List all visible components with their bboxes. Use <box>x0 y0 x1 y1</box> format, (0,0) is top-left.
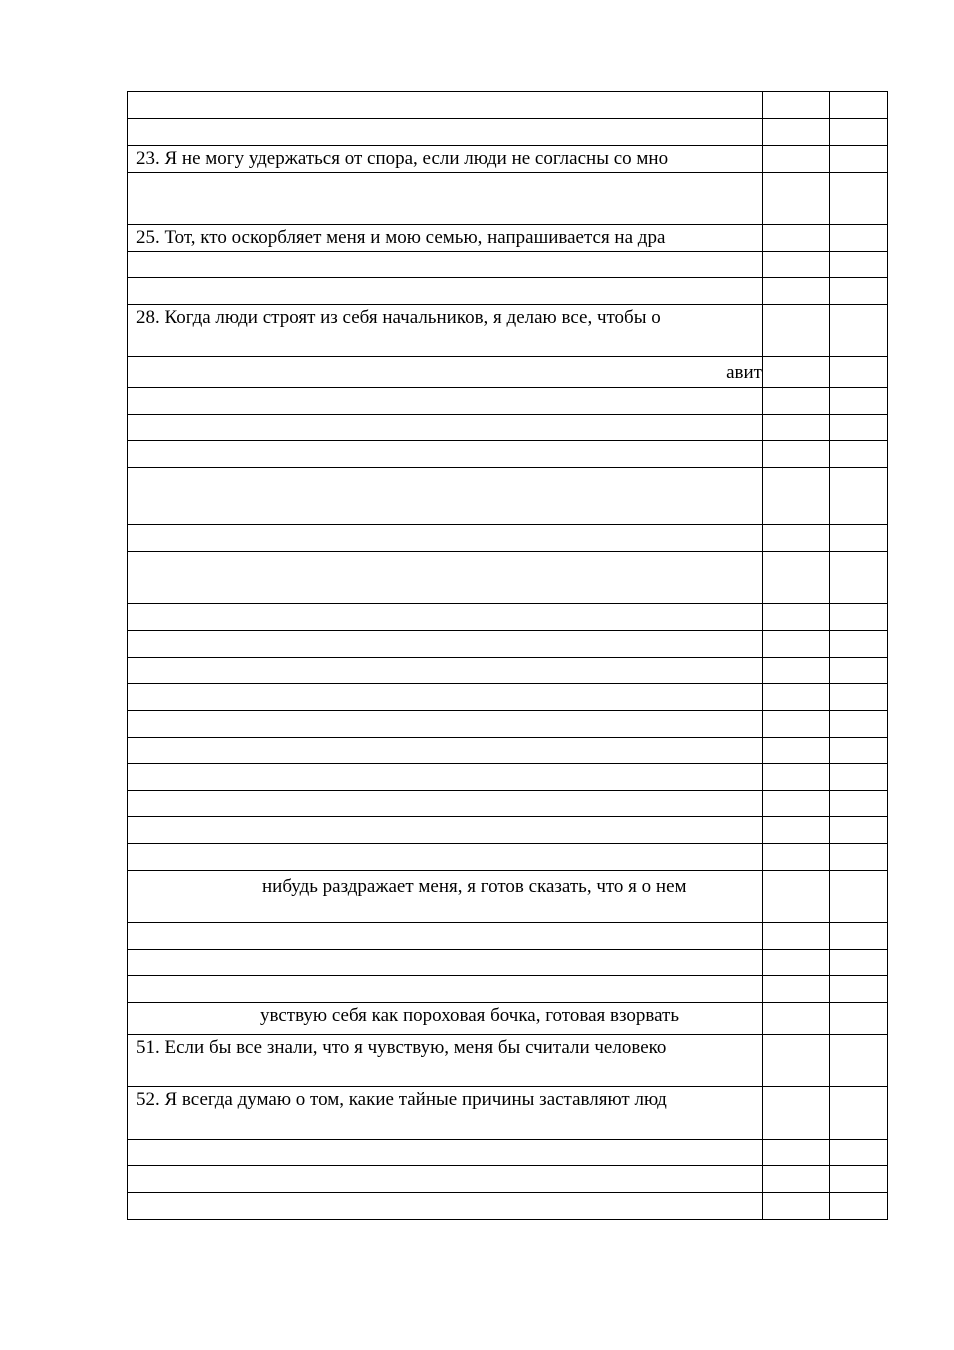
table-row <box>128 817 888 844</box>
answer-cell-no[interactable] <box>830 817 888 843</box>
answer-cell-yes[interactable] <box>763 658 830 683</box>
statement-cell <box>128 684 763 710</box>
answer-cell-yes[interactable] <box>763 525 830 551</box>
answer-cell-no[interactable] <box>830 658 888 683</box>
answer-cell-yes[interactable] <box>763 871 830 922</box>
table-row <box>128 976 888 1003</box>
answer-cell-no[interactable] <box>830 468 888 524</box>
statement-cell <box>128 1140 763 1165</box>
statement-cell <box>128 441 763 467</box>
answer-cell-yes[interactable] <box>763 173 830 224</box>
statement-cell <box>128 388 763 414</box>
statement-cell <box>128 738 763 763</box>
answer-cell-yes[interactable] <box>763 468 830 524</box>
table-row <box>128 278 888 305</box>
statement-cell <box>128 1035 763 1086</box>
answer-cell-no[interactable] <box>830 1003 888 1034</box>
answer-cell-no[interactable] <box>830 278 888 304</box>
statement-cell <box>128 1193 763 1219</box>
answer-cell-no[interactable] <box>830 357 888 387</box>
answer-cell-yes[interactable] <box>763 1166 830 1192</box>
answer-cell-no[interactable] <box>830 525 888 551</box>
table-row <box>128 1003 888 1035</box>
statement-cell <box>128 552 763 603</box>
table-row <box>128 764 888 791</box>
statement-cell <box>128 631 763 657</box>
answer-cell-yes[interactable] <box>763 388 830 414</box>
statement-cell <box>128 711 763 737</box>
table-row <box>128 92 888 119</box>
table-row <box>128 146 888 173</box>
statement-cell <box>128 817 763 843</box>
answer-cell-no[interactable] <box>830 92 888 118</box>
statement-cell <box>128 415 763 440</box>
table-row <box>128 711 888 738</box>
answer-cell-yes[interactable] <box>763 1035 830 1086</box>
answer-cell-yes[interactable] <box>763 552 830 603</box>
statement-cell <box>128 871 763 922</box>
table-row <box>128 468 888 525</box>
table-row <box>128 225 888 252</box>
answer-cell-yes[interactable] <box>763 1003 830 1034</box>
answer-cell-yes[interactable] <box>763 305 830 356</box>
answer-cell-yes[interactable] <box>763 604 830 630</box>
answer-cell-yes[interactable] <box>763 844 830 870</box>
answer-cell-no[interactable] <box>830 415 888 440</box>
statement-cell <box>128 119 763 145</box>
answer-cell-yes[interactable] <box>763 1193 830 1219</box>
answer-cell-yes[interactable] <box>763 278 830 304</box>
answer-cell-no[interactable] <box>830 738 888 763</box>
table-row <box>128 1087 888 1140</box>
statement-cell <box>128 278 763 304</box>
answer-cell-no[interactable] <box>830 305 888 356</box>
answer-cell-yes[interactable] <box>763 1140 830 1165</box>
answer-cell-yes[interactable] <box>763 817 830 843</box>
table-row <box>128 305 888 357</box>
table-row <box>128 1166 888 1193</box>
statement-text: 28. Когда люди строят из себя начальников, я делаю все, чтобы о <box>136 307 661 328</box>
statement-cell <box>128 658 763 683</box>
statement-cell <box>128 976 763 1002</box>
statement-cell <box>128 1166 763 1192</box>
statement-cell <box>128 92 763 118</box>
statement-text: 52. Я всегда думаю о том, какие тайные причины заставляют люд <box>136 1089 667 1110</box>
answer-cell-yes[interactable] <box>763 119 830 145</box>
table-row <box>128 173 888 225</box>
answer-cell-no[interactable] <box>830 1193 888 1219</box>
answer-cell-no[interactable] <box>830 225 888 251</box>
answer-cell-yes[interactable] <box>763 146 830 172</box>
answer-cell-yes[interactable] <box>763 738 830 763</box>
answer-cell-no[interactable] <box>830 146 888 172</box>
answer-cell-yes[interactable] <box>763 764 830 790</box>
table-row <box>128 631 888 658</box>
answer-cell-no[interactable] <box>830 711 888 737</box>
statement-cell <box>128 252 763 277</box>
statement-text: 51. Если бы все знали, что я чувствую, меня бы считали человеко <box>136 1037 667 1058</box>
answer-cell-no[interactable] <box>830 791 888 816</box>
table-row <box>128 441 888 468</box>
table-row <box>128 950 888 976</box>
table-row <box>128 871 888 923</box>
table-row <box>128 119 888 146</box>
answer-cell-yes[interactable] <box>763 923 830 949</box>
answer-cell-yes[interactable] <box>763 791 830 816</box>
answer-cell-no[interactable] <box>830 1140 888 1165</box>
answer-cell-yes[interactable] <box>763 711 830 737</box>
statement-cell <box>128 1003 763 1034</box>
table-row <box>128 1140 888 1166</box>
statement-cell <box>128 173 763 224</box>
answer-cell-no[interactable] <box>830 1035 888 1086</box>
answer-cell-no[interactable] <box>830 119 888 145</box>
statement-cell <box>128 305 763 356</box>
table-row <box>128 552 888 604</box>
statement-cell <box>128 950 763 975</box>
table-row <box>128 844 888 871</box>
answer-cell-yes[interactable] <box>763 357 830 387</box>
answer-cell-yes[interactable] <box>763 684 830 710</box>
statement-cell <box>128 525 763 551</box>
statement-cell <box>128 764 763 790</box>
answer-cell-no[interactable] <box>830 173 888 224</box>
table-row <box>128 525 888 552</box>
table-row <box>128 604 888 631</box>
statement-text: авит <box>726 362 762 383</box>
table-row <box>128 738 888 764</box>
answer-cell-yes[interactable] <box>763 1087 830 1139</box>
statement-cell <box>128 468 763 524</box>
answer-cell-no[interactable] <box>830 388 888 414</box>
table-row <box>128 658 888 684</box>
questionnaire-table <box>127 91 888 1220</box>
table-row <box>128 388 888 415</box>
statement-cell <box>128 1087 763 1139</box>
statement-cell <box>128 146 763 172</box>
statement-text: 23. Я не могу удержаться от спора, если люди не согласны со мно <box>136 148 669 169</box>
table-row <box>128 684 888 711</box>
answer-cell-yes[interactable] <box>763 252 830 277</box>
statement-cell <box>128 604 763 630</box>
answer-cell-no[interactable] <box>830 552 888 603</box>
answer-cell-no[interactable] <box>830 1166 888 1192</box>
answer-cell-no[interactable] <box>830 631 888 657</box>
answer-cell-yes[interactable] <box>763 950 830 975</box>
table-row <box>128 252 888 278</box>
statement-cell <box>128 923 763 949</box>
answer-cell-yes[interactable] <box>763 225 830 251</box>
answer-cell-no[interactable] <box>830 764 888 790</box>
statement-cell <box>128 844 763 870</box>
answer-cell-no[interactable] <box>830 950 888 975</box>
table-row <box>128 791 888 817</box>
statement-cell <box>128 357 763 387</box>
answer-cell-yes[interactable] <box>763 976 830 1002</box>
answer-cell-yes[interactable] <box>763 441 830 467</box>
table-row <box>128 1035 888 1087</box>
statement-cell <box>128 791 763 816</box>
answer-cell-no[interactable] <box>830 252 888 277</box>
statement-text: нибудь раздражает меня, я готов сказать, что я о нем <box>262 876 687 897</box>
statement-cell <box>128 225 763 251</box>
table-row <box>128 357 888 388</box>
table-row <box>128 1193 888 1220</box>
table-row <box>128 415 888 441</box>
answer-cell-yes[interactable] <box>763 415 830 440</box>
answer-cell-no[interactable] <box>830 923 888 949</box>
answer-cell-no[interactable] <box>830 604 888 630</box>
answer-cell-no[interactable] <box>830 976 888 1002</box>
answer-cell-no[interactable] <box>830 844 888 870</box>
statement-text: 25. Тот, кто оскорбляет меня и мою семью, напрашивается на дра <box>136 227 666 248</box>
answer-cell-no[interactable] <box>830 1087 888 1139</box>
statement-text: увствую себя как пороховая бочка, готовая взорвать <box>260 1005 679 1026</box>
answer-cell-yes[interactable] <box>763 92 830 118</box>
answer-cell-yes[interactable] <box>763 631 830 657</box>
table-row <box>128 923 888 950</box>
answer-cell-no[interactable] <box>830 684 888 710</box>
answer-cell-no[interactable] <box>830 441 888 467</box>
answer-cell-no[interactable] <box>830 871 888 922</box>
